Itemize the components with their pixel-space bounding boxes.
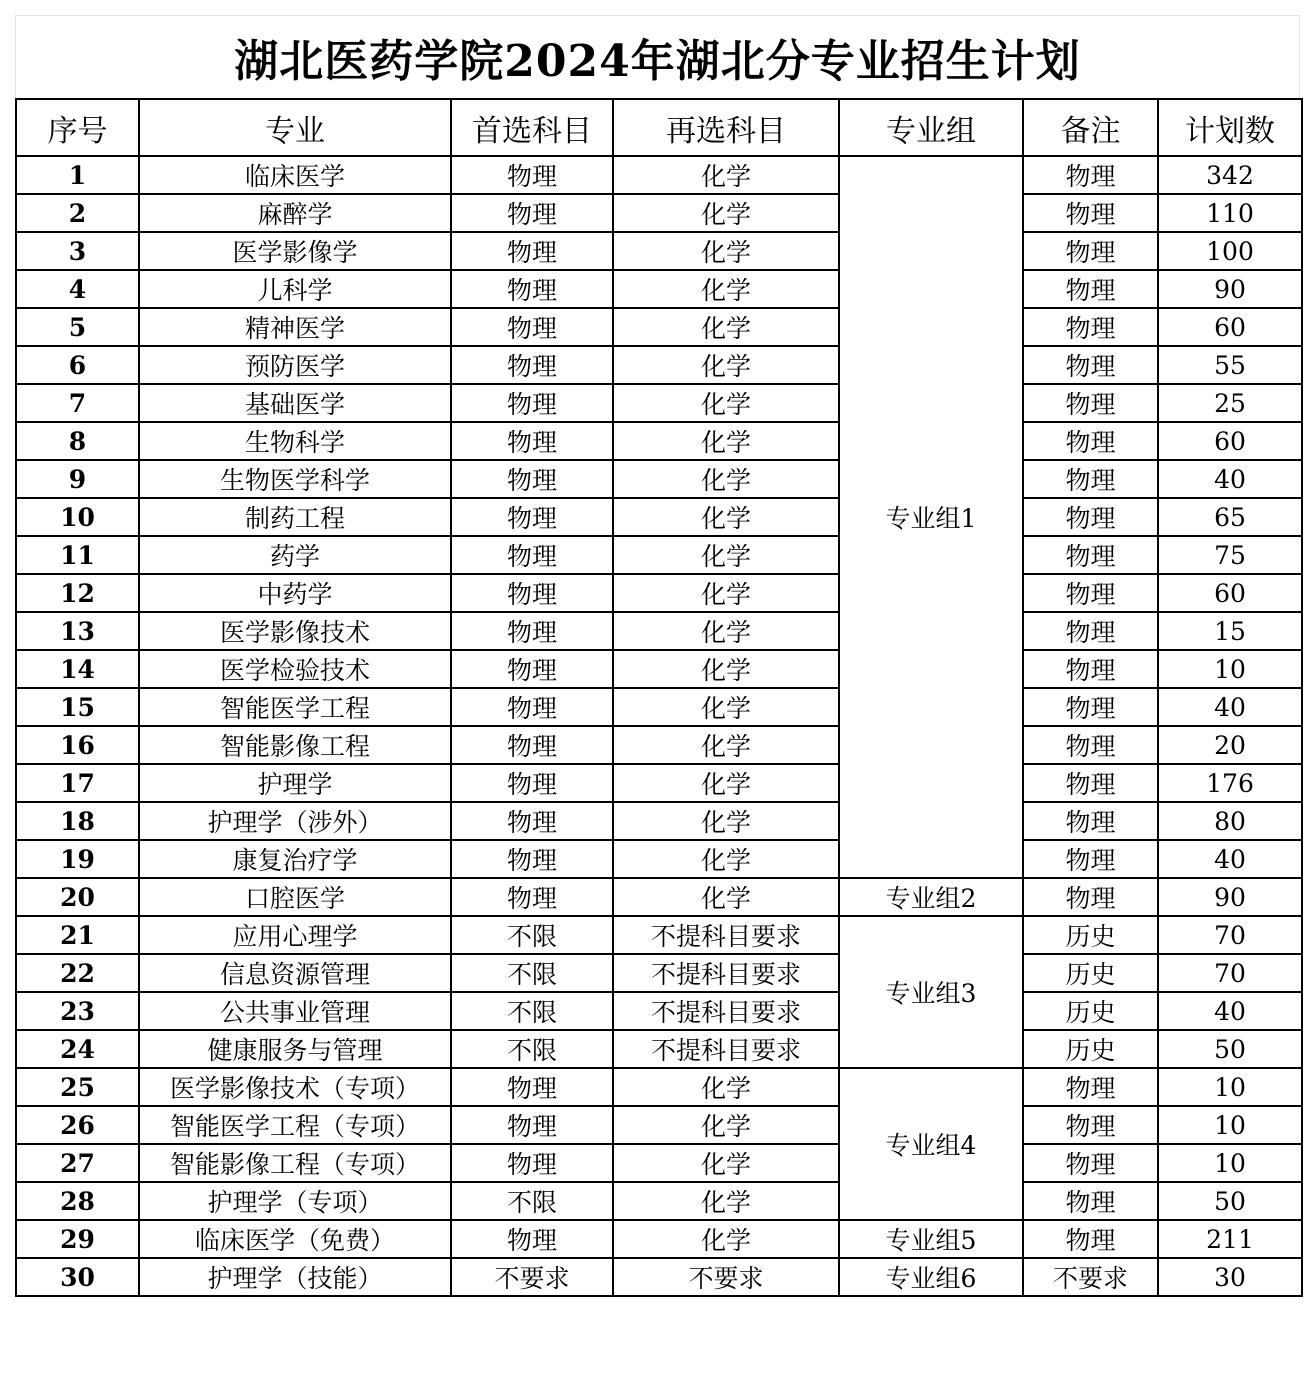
table-row — [16, 156, 1302, 194]
second-subject-cell: 化学 — [613, 802, 839, 840]
table-row — [16, 384, 1302, 422]
first-subject-cell: 物理 — [451, 460, 613, 498]
seq-cell: 20 — [16, 878, 139, 916]
seq-cell: 2 — [16, 194, 139, 232]
first-subject-cell: 不限 — [451, 992, 613, 1030]
first-subject-cell: 不限 — [451, 1030, 613, 1068]
seq-cell: 25 — [16, 1068, 139, 1106]
seq-cell: 21 — [16, 916, 139, 954]
table-row — [16, 916, 1302, 954]
note-cell: 不要求 — [1023, 1258, 1158, 1296]
second-subject-cell: 化学 — [613, 308, 839, 346]
second-subject-cell: 化学 — [613, 726, 839, 764]
table-row — [16, 1030, 1302, 1068]
second-subject-cell: 不提科目要求 — [613, 954, 839, 992]
plan-count-cell: 60 — [1158, 574, 1302, 612]
note-cell: 物理 — [1023, 232, 1158, 270]
second-subject-cell: 化学 — [613, 1068, 839, 1106]
major-cell: 临床医学（免费） — [139, 1220, 451, 1258]
second-subject-cell: 不提科目要求 — [613, 916, 839, 954]
table-row — [16, 194, 1302, 232]
note-cell: 物理 — [1023, 270, 1158, 308]
table-row — [16, 232, 1302, 270]
header-major: 专业 — [139, 99, 451, 156]
note-cell: 物理 — [1023, 1144, 1158, 1182]
first-subject-cell: 物理 — [451, 384, 613, 422]
note-cell: 历史 — [1023, 916, 1158, 954]
major-cell: 公共事业管理 — [139, 992, 451, 1030]
first-subject-cell: 不限 — [451, 916, 613, 954]
seq-cell: 10 — [16, 498, 139, 536]
second-subject-cell: 化学 — [613, 650, 839, 688]
seq-cell: 26 — [16, 1106, 139, 1144]
plan-count-cell: 75 — [1158, 536, 1302, 574]
plan-count-cell: 20 — [1158, 726, 1302, 764]
first-subject-cell: 不限 — [451, 1182, 613, 1220]
note-cell: 物理 — [1023, 194, 1158, 232]
first-subject-cell: 物理 — [451, 156, 613, 194]
plan-count-cell: 40 — [1158, 840, 1302, 878]
table-row — [16, 992, 1302, 1030]
major-cell: 信息资源管理 — [139, 954, 451, 992]
second-subject-cell: 不要求 — [613, 1258, 839, 1296]
first-subject-cell: 不要求 — [451, 1258, 613, 1296]
table-row — [16, 764, 1302, 802]
note-cell: 物理 — [1023, 802, 1158, 840]
plan-count-cell: 90 — [1158, 270, 1302, 308]
major-cell: 智能医学工程 — [139, 688, 451, 726]
seq-cell: 3 — [16, 232, 139, 270]
second-subject-cell: 化学 — [613, 1182, 839, 1220]
table-row — [16, 1258, 1302, 1296]
second-subject-cell: 不提科目要求 — [613, 1030, 839, 1068]
major-cell: 基础医学 — [139, 384, 451, 422]
first-subject-cell: 物理 — [451, 308, 613, 346]
second-subject-cell: 化学 — [613, 1106, 839, 1144]
seq-cell: 28 — [16, 1182, 139, 1220]
seq-cell: 29 — [16, 1220, 139, 1258]
enrollment-plan-table — [15, 98, 1303, 1297]
first-subject-cell: 物理 — [451, 840, 613, 878]
plan-count-cell: 50 — [1158, 1030, 1302, 1068]
seq-cell: 8 — [16, 422, 139, 460]
major-cell: 麻醉学 — [139, 194, 451, 232]
plan-count-cell: 60 — [1158, 422, 1302, 460]
seq-cell: 1 — [16, 156, 139, 194]
major-cell: 康复治疗学 — [139, 840, 451, 878]
major-cell: 预防医学 — [139, 346, 451, 384]
second-subject-cell: 化学 — [613, 156, 839, 194]
table-body — [16, 156, 1302, 1296]
note-cell: 历史 — [1023, 1030, 1158, 1068]
first-subject-cell: 物理 — [451, 346, 613, 384]
seq-cell: 19 — [16, 840, 139, 878]
seq-cell: 5 — [16, 308, 139, 346]
seq-cell: 13 — [16, 612, 139, 650]
major-cell: 口腔医学 — [139, 878, 451, 916]
note-cell: 物理 — [1023, 650, 1158, 688]
major-cell: 护理学（技能） — [139, 1258, 451, 1296]
plan-count-cell: 10 — [1158, 650, 1302, 688]
plan-count-cell: 110 — [1158, 194, 1302, 232]
plan-count-cell: 10 — [1158, 1144, 1302, 1182]
plan-count-cell: 40 — [1158, 992, 1302, 1030]
major-cell: 医学影像技术（专项） — [139, 1068, 451, 1106]
major-cell: 护理学（专项） — [139, 1182, 451, 1220]
seq-cell: 4 — [16, 270, 139, 308]
header-group: 专业组 — [839, 99, 1023, 156]
major-cell: 医学影像学 — [139, 232, 451, 270]
major-cell: 制药工程 — [139, 498, 451, 536]
seq-cell: 9 — [16, 460, 139, 498]
note-cell: 物理 — [1023, 726, 1158, 764]
major-cell: 生物医学科学 — [139, 460, 451, 498]
table-row — [16, 840, 1302, 878]
first-subject-cell: 物理 — [451, 1106, 613, 1144]
second-subject-cell: 化学 — [613, 878, 839, 916]
first-subject-cell: 物理 — [451, 764, 613, 802]
first-subject-cell: 物理 — [451, 270, 613, 308]
plan-count-cell: 65 — [1158, 498, 1302, 536]
group-cell: 专业组1 — [839, 156, 1023, 878]
first-subject-cell: 物理 — [451, 422, 613, 460]
major-cell: 应用心理学 — [139, 916, 451, 954]
header-first-subject: 首选科目 — [451, 99, 613, 156]
major-cell: 护理学（涉外） — [139, 802, 451, 840]
page-title: 湖北医药学院2024年湖北分专业招生计划 — [234, 36, 1081, 87]
plan-count-cell: 70 — [1158, 916, 1302, 954]
table-row — [16, 954, 1302, 992]
second-subject-cell: 化学 — [613, 346, 839, 384]
table-row — [16, 422, 1302, 460]
major-cell: 临床医学 — [139, 156, 451, 194]
note-cell: 物理 — [1023, 1220, 1158, 1258]
plan-count-cell: 40 — [1158, 688, 1302, 726]
note-cell: 物理 — [1023, 384, 1158, 422]
second-subject-cell: 化学 — [613, 422, 839, 460]
table-row — [16, 536, 1302, 574]
note-cell: 物理 — [1023, 346, 1158, 384]
first-subject-cell: 物理 — [451, 726, 613, 764]
major-cell: 精神医学 — [139, 308, 451, 346]
header-row — [16, 99, 1302, 156]
header-note: 备注 — [1023, 99, 1158, 156]
first-subject-cell: 物理 — [451, 536, 613, 574]
table-row — [16, 270, 1302, 308]
plan-count-cell: 80 — [1158, 802, 1302, 840]
seq-cell: 12 — [16, 574, 139, 612]
group-cell: 专业组4 — [839, 1068, 1023, 1220]
seq-cell: 24 — [16, 1030, 139, 1068]
first-subject-cell: 不限 — [451, 954, 613, 992]
plan-count-cell: 25 — [1158, 384, 1302, 422]
first-subject-cell: 物理 — [451, 650, 613, 688]
first-subject-cell: 物理 — [451, 232, 613, 270]
second-subject-cell: 化学 — [613, 1220, 839, 1258]
plan-count-cell: 60 — [1158, 308, 1302, 346]
table-row — [16, 878, 1302, 916]
second-subject-cell: 化学 — [613, 840, 839, 878]
major-cell: 生物科学 — [139, 422, 451, 460]
note-cell: 物理 — [1023, 574, 1158, 612]
first-subject-cell: 物理 — [451, 498, 613, 536]
major-cell: 智能医学工程（专项） — [139, 1106, 451, 1144]
note-cell: 物理 — [1023, 156, 1158, 194]
major-cell: 药学 — [139, 536, 451, 574]
first-subject-cell: 物理 — [451, 1144, 613, 1182]
second-subject-cell: 化学 — [613, 764, 839, 802]
header-seq: 序号 — [16, 99, 139, 156]
table-row — [16, 650, 1302, 688]
table-row — [16, 1106, 1302, 1144]
table-row — [16, 612, 1302, 650]
plan-count-cell: 70 — [1158, 954, 1302, 992]
group-cell: 专业组3 — [839, 916, 1023, 1068]
second-subject-cell: 化学 — [613, 688, 839, 726]
table-row — [16, 574, 1302, 612]
note-cell: 物理 — [1023, 688, 1158, 726]
note-cell: 物理 — [1023, 308, 1158, 346]
second-subject-cell: 化学 — [613, 232, 839, 270]
note-cell: 历史 — [1023, 992, 1158, 1030]
table-row — [16, 1182, 1302, 1220]
note-cell: 物理 — [1023, 422, 1158, 460]
plan-count-cell: 100 — [1158, 232, 1302, 270]
table-row — [16, 1068, 1302, 1106]
second-subject-cell: 不提科目要求 — [613, 992, 839, 1030]
second-subject-cell: 化学 — [613, 536, 839, 574]
seq-cell: 15 — [16, 688, 139, 726]
plan-count-cell: 90 — [1158, 878, 1302, 916]
table-row — [16, 1220, 1302, 1258]
plan-count-cell: 55 — [1158, 346, 1302, 384]
note-cell: 物理 — [1023, 460, 1158, 498]
seq-cell: 11 — [16, 536, 139, 574]
major-cell: 中药学 — [139, 574, 451, 612]
group-cell: 专业组2 — [839, 878, 1023, 916]
plan-count-cell: 176 — [1158, 764, 1302, 802]
major-cell: 儿科学 — [139, 270, 451, 308]
second-subject-cell: 化学 — [613, 460, 839, 498]
seq-cell: 6 — [16, 346, 139, 384]
seq-cell: 18 — [16, 802, 139, 840]
plan-count-cell: 10 — [1158, 1068, 1302, 1106]
note-cell: 历史 — [1023, 954, 1158, 992]
first-subject-cell: 物理 — [451, 802, 613, 840]
table-row — [16, 308, 1302, 346]
header-plan: 计划数 — [1158, 99, 1302, 156]
note-cell: 物理 — [1023, 1182, 1158, 1220]
table-row — [16, 498, 1302, 536]
plan-count-cell: 342 — [1158, 156, 1302, 194]
note-cell: 物理 — [1023, 878, 1158, 916]
note-cell: 物理 — [1023, 840, 1158, 878]
second-subject-cell: 化学 — [613, 612, 839, 650]
table-row — [16, 802, 1302, 840]
plan-count-cell: 50 — [1158, 1182, 1302, 1220]
title-box — [15, 15, 1300, 98]
major-cell: 医学检验技术 — [139, 650, 451, 688]
note-cell: 物理 — [1023, 498, 1158, 536]
group-cell: 专业组5 — [839, 1220, 1023, 1258]
group-cell: 专业组6 — [839, 1258, 1023, 1296]
first-subject-cell: 物理 — [451, 612, 613, 650]
seq-cell: 23 — [16, 992, 139, 1030]
table-row — [16, 460, 1302, 498]
seq-cell: 30 — [16, 1258, 139, 1296]
first-subject-cell: 物理 — [451, 1068, 613, 1106]
major-cell: 智能影像工程（专项） — [139, 1144, 451, 1182]
seq-cell: 22 — [16, 954, 139, 992]
plan-count-cell: 211 — [1158, 1220, 1302, 1258]
table-row — [16, 346, 1302, 384]
plan-count-cell: 30 — [1158, 1258, 1302, 1296]
second-subject-cell: 化学 — [613, 498, 839, 536]
seq-cell: 16 — [16, 726, 139, 764]
major-cell: 医学影像技术 — [139, 612, 451, 650]
seq-cell: 27 — [16, 1144, 139, 1182]
plan-count-cell: 40 — [1158, 460, 1302, 498]
note-cell: 物理 — [1023, 536, 1158, 574]
major-cell: 护理学 — [139, 764, 451, 802]
plan-count-cell: 10 — [1158, 1106, 1302, 1144]
first-subject-cell: 物理 — [451, 194, 613, 232]
note-cell: 物理 — [1023, 1106, 1158, 1144]
note-cell: 物理 — [1023, 612, 1158, 650]
second-subject-cell: 化学 — [613, 194, 839, 232]
second-subject-cell: 化学 — [613, 574, 839, 612]
second-subject-cell: 化学 — [613, 1144, 839, 1182]
first-subject-cell: 物理 — [451, 878, 613, 916]
table-row — [16, 1144, 1302, 1182]
table-row — [16, 688, 1302, 726]
note-cell: 物理 — [1023, 764, 1158, 802]
first-subject-cell: 物理 — [451, 1220, 613, 1258]
first-subject-cell: 物理 — [451, 574, 613, 612]
seq-cell: 17 — [16, 764, 139, 802]
header-second-subject: 再选科目 — [613, 99, 839, 156]
note-cell: 物理 — [1023, 1068, 1158, 1106]
major-cell: 健康服务与管理 — [139, 1030, 451, 1068]
seq-cell: 7 — [16, 384, 139, 422]
table-row — [16, 726, 1302, 764]
seq-cell: 14 — [16, 650, 139, 688]
second-subject-cell: 化学 — [613, 270, 839, 308]
plan-count-cell: 15 — [1158, 612, 1302, 650]
first-subject-cell: 物理 — [451, 688, 613, 726]
major-cell: 智能影像工程 — [139, 726, 451, 764]
second-subject-cell: 化学 — [613, 384, 839, 422]
